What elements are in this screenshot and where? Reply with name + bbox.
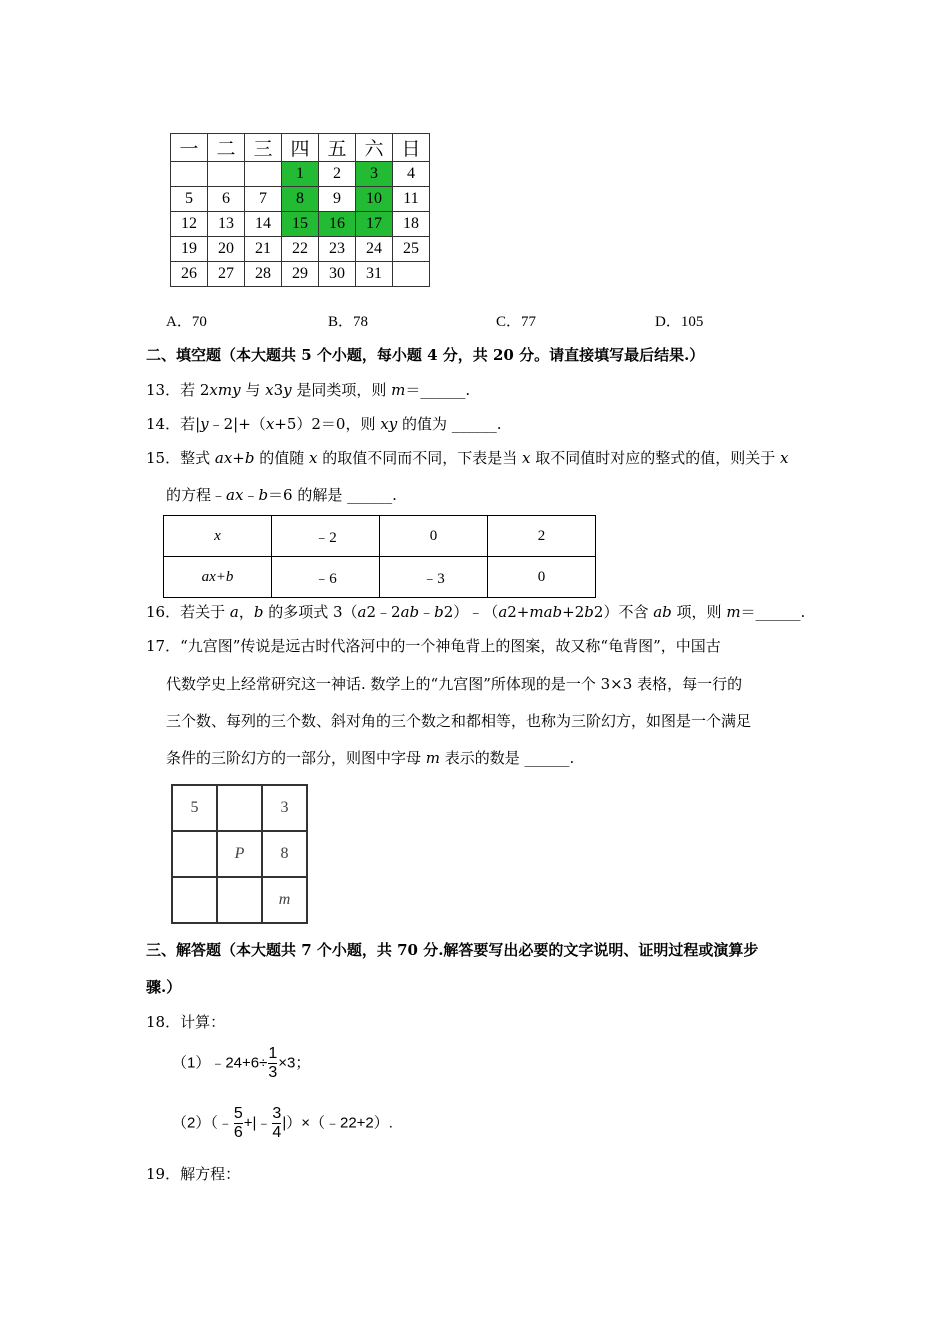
q18-part-1 [172,1045,310,1082]
calendar-cell: 29 [282,262,319,287]
q16-text: 2）﹣（ [443,603,499,621]
q18-text: +|﹣ [243,1114,272,1132]
calendar-cell: 16 [319,212,356,237]
q13-var: xmy [209,381,241,399]
calendar-row [171,262,430,287]
table-label-text: x [214,527,221,544]
calendar-cell: 31 [356,262,393,287]
q16-var: ab [653,603,672,621]
calendar-cell: 25 [393,237,430,262]
q18-text: |）×（﹣22+2）. [282,1114,393,1132]
magic-square-cell: 5 [172,785,217,831]
calendar-cell [393,262,430,287]
magic-square-cell: P [217,831,262,877]
magic-square-row [172,831,307,877]
q14-text: ﹣2|+（ [208,415,266,433]
calendar-cell: 1 [282,162,319,187]
q18-text: （1）﹣24+6÷ [172,1054,268,1072]
fraction-numerator: 3 [272,1105,282,1122]
calendar-cell: 27 [208,262,245,287]
q15-text: 的方程﹣ [166,486,227,504]
q16-text: 2﹣2 [366,603,401,621]
fraction-numerator: 5 [233,1105,243,1122]
q15-text: + [232,449,245,467]
fraction-denominator: 4 [272,1124,282,1141]
calendar-row [171,237,430,262]
magic-square [171,784,308,924]
calendar-cell: 5 [171,187,208,212]
section-3-title-cont [146,976,181,997]
magic-square-row [172,877,307,923]
calendar-cell: 17 [356,212,393,237]
fraction [234,1105,243,1142]
table-cell: ﹣6 [272,557,380,598]
table-cell: 0 [488,557,596,598]
calendar-cell [171,162,208,187]
q15-text: ﹣ [243,486,259,504]
calendar-header: 三 [245,134,282,162]
q16-text: ＝______. [740,603,806,621]
calendar-cell: 21 [245,237,282,262]
calendar-cell: 19 [171,237,208,262]
q14-text: 的值为 ______. [397,415,502,433]
calendar-cell: 12 [171,212,208,237]
q17-text: “九宫图”传说是远古时代洛河中的一个神龟背上的图案，故又称“龟背图”，中国古 [180,637,721,655]
q13-var: y [283,381,292,399]
q16-var: b [434,603,444,621]
q17-line: 三个数、每列的三个数、斜对角的三个数之和都相等，也称为三阶幻方，如图是一个满足 [166,712,752,730]
q16-text: 2）不含 [593,603,654,621]
calendar-cell: 23 [319,237,356,262]
magic-square-cell [172,877,217,923]
calendar-row [171,212,430,237]
calendar-cell: 7 [245,187,282,212]
q19-label: 解方程： [180,1165,241,1183]
calendar-cell: 22 [282,237,319,262]
q15-var: x [780,449,789,467]
section-3-title-text: 三、解答题（本大题共 7 个小题，共 70 分.解答要写出必要的文字说明、证明过程或演算步 [146,941,759,959]
question-number: 14． [146,415,181,433]
q16-var: a [229,603,239,621]
fraction [272,1105,281,1142]
section-2-title [146,344,704,365]
question-number: 19． [146,1165,181,1183]
question-17 [146,635,721,656]
q15-var: ax [226,486,244,504]
q13-text: 是同类项，则 [291,381,392,399]
table-row [164,557,596,598]
question-14 [146,413,502,434]
question-number: 15． [146,449,181,467]
q14-text: 若| [180,415,201,433]
calendar-cell: 30 [319,262,356,287]
calendar-cell: 10 [356,187,393,212]
q13-var: x [265,381,274,399]
calendar-cell: 28 [245,262,282,287]
q16-var: ab [400,603,420,621]
calendar-cell: 11 [393,187,430,212]
option-a: A．70 [166,314,207,330]
table-row [164,516,596,557]
calendar-header-row [171,134,430,162]
q17-line: 代数学史上经常研究这一神话. 数学上的“九宫图”所体现的是一个 3×3 表格，每一行的 [166,675,743,693]
option-c: C．77 [496,314,537,330]
q16-text: ， [238,603,254,621]
q14-var: xy [380,415,398,433]
magic-square-cell [172,831,217,877]
calendar-cell: 15 [282,212,319,237]
q17-text: 条件的三阶幻方的一部分，则图中字母 [166,749,426,767]
q16-text: +2 [562,603,585,621]
q16-var: b [253,603,264,621]
section-3-title [146,939,758,960]
q16-text: 的多项式 3（ [263,603,358,621]
calendar-cell: 8 [282,187,319,212]
calendar-row [171,162,430,187]
q15-var: x [309,449,318,467]
q15-text: 的值随 [254,449,310,467]
table-cell: ﹣3 [380,557,488,598]
calendar-cell: 24 [356,237,393,262]
option-b: B．78 [328,314,369,330]
table-row-label [164,516,272,557]
calendar-header: 二 [208,134,245,162]
fraction-denominator: 6 [233,1124,243,1141]
q17-var: m [425,749,441,767]
q13-text: 若 2 [180,381,210,399]
value-table [163,515,596,598]
question-number: 18． [146,1013,181,1031]
fraction [268,1045,277,1082]
question-13 [146,379,470,400]
q18-label: 计算： [180,1013,226,1031]
q13-text: 与 [240,381,266,399]
q16-text: 若关于 [180,603,230,621]
q16-var: b [584,603,594,621]
q16-var: a [498,603,508,621]
q13-text: 3 [273,381,284,399]
table-row-label [164,557,272,598]
fraction-denominator: 3 [268,1064,278,1081]
question-19 [146,1163,240,1184]
calendar-header: 六 [356,134,393,162]
question-number: 13． [146,381,181,399]
calendar-header: 四 [282,134,319,162]
calendar-cell: 26 [171,262,208,287]
option-d: D．105 [655,314,704,330]
q15-text: 整式 [180,449,215,467]
q14-var: y [200,415,209,433]
calendar-cell [208,162,245,187]
section-2-title-text: 二、填空题（本大题共 5 个小题，每小题 4 分，共 20 分。请直接填写最后结果.） [146,346,705,364]
calendar-cell: 2 [319,162,356,187]
table-label-text: ax+b [201,568,234,585]
q14-var: x [265,415,275,433]
magic-square-cell [217,785,262,831]
q14-text: +5）2＝0，则 [274,415,381,433]
fraction-numerator: 1 [268,1045,278,1062]
q15-var: b [258,486,269,504]
calendar-cell: 14 [245,212,282,237]
q17-text: 表示的数是 ______. [440,749,575,767]
q18-part-2 [172,1105,393,1142]
question-number: 17． [146,637,181,655]
q13-var: m [391,381,406,399]
magic-square-cell: 3 [262,785,307,831]
q18-text: （2）（﹣ [172,1114,233,1132]
calendar-cell: 4 [393,162,430,187]
section-3-title-text: 骤.） [146,978,182,996]
calendar-header: 日 [393,134,430,162]
calendar-header: 一 [171,134,208,162]
q18-text: ×3； [278,1054,311,1072]
calendar-cell: 3 [356,162,393,187]
question-15 [146,447,789,468]
calendar-cell: 20 [208,237,245,262]
q16-var: a [357,603,367,621]
q16-text: ﹣ [419,603,435,621]
magic-square-cell [217,877,262,923]
magic-square-cell: m [262,877,307,923]
calendar-header: 五 [319,134,356,162]
calendar-row [171,187,430,212]
q16-var: m [726,603,741,621]
q15-text: 的取值不同而不同，下表是当 [317,449,523,467]
calendar-cell: 6 [208,187,245,212]
calendar-cell: 18 [393,212,430,237]
calendar-cell: 9 [319,187,356,212]
question-15-line-2 [166,484,397,505]
question-16 [146,601,805,622]
magic-square-row [172,785,307,831]
question-18 [146,1011,225,1032]
calendar-table [170,133,430,287]
calendar-cell [245,162,282,187]
q15-text: 取不同值时对应的整式的值，则关于 [530,449,781,467]
q13-text: ＝______. [405,381,471,399]
q16-text: 项，则 [671,603,727,621]
question-number: 16． [146,603,181,621]
q15-var: ax [214,449,233,467]
q15-var: b [244,449,255,467]
q16-text: 2+ [507,603,530,621]
table-cell: ﹣2 [272,516,380,557]
q16-var: mab [529,603,563,621]
q15-text: ＝6 的解是 ______. [268,486,397,504]
q17-line-4 [166,747,574,768]
table-cell: 2 [488,516,596,557]
calendar-cell: 13 [208,212,245,237]
magic-square-cell: 8 [262,831,307,877]
q15-var: x [522,449,531,467]
table-cell: 0 [380,516,488,557]
